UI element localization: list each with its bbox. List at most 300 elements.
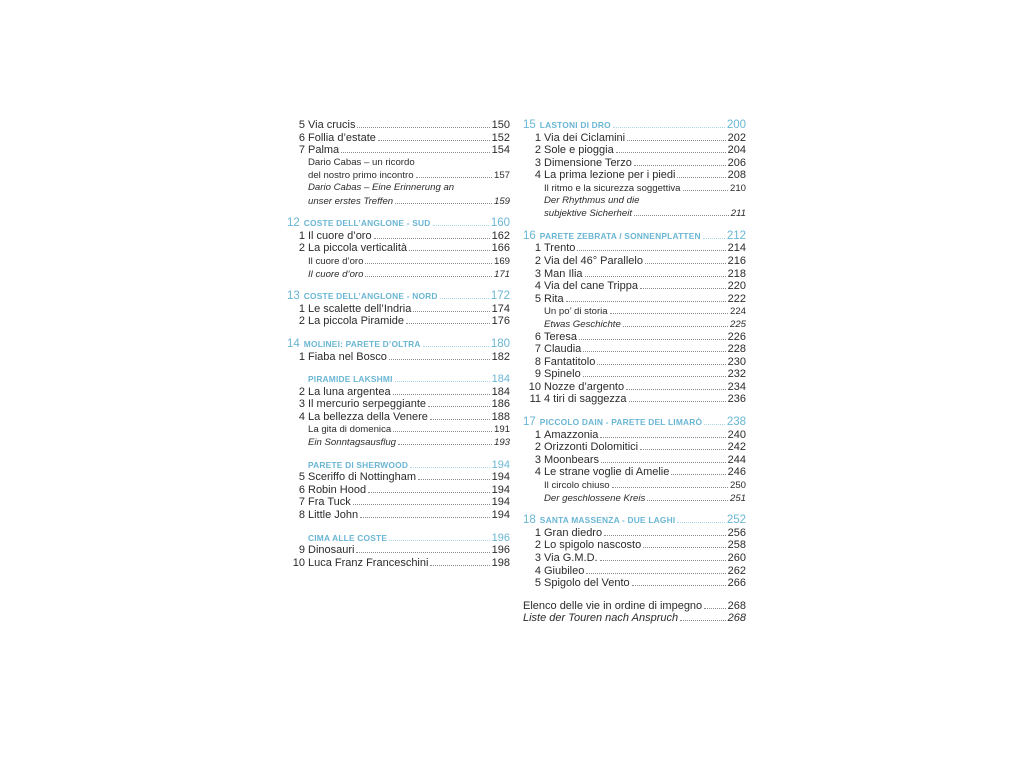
toc-route-entry bbox=[287, 315, 510, 328]
toc-leader-dots bbox=[430, 411, 490, 420]
toc-note-entry bbox=[544, 305, 746, 318]
toc-leader-dots bbox=[704, 416, 725, 425]
toc-leader-dots bbox=[586, 565, 725, 574]
toc-leader-dots bbox=[583, 368, 726, 377]
toc-number: 16 bbox=[523, 229, 536, 242]
toc-leader-dots bbox=[704, 600, 725, 609]
toc-number: 4 bbox=[298, 410, 305, 423]
toc-page-number: 268 bbox=[727, 612, 746, 625]
toc-title: PARETE DI SHERWOOD bbox=[308, 459, 409, 470]
toc-number: 5 bbox=[298, 119, 305, 131]
toc-title: subjektive Sicherheit bbox=[544, 208, 632, 220]
toc-route-entry bbox=[523, 157, 746, 170]
toc-page-number: 236 bbox=[727, 393, 746, 406]
toc-page-number: 234 bbox=[727, 380, 746, 393]
toc-title: Via crucis bbox=[308, 119, 356, 131]
toc-page-number: 166 bbox=[491, 242, 510, 255]
toc-title: Liste der Touren nach Anspruch bbox=[523, 612, 679, 625]
toc-route-entry bbox=[523, 268, 746, 281]
toc-leader-dots bbox=[600, 429, 725, 438]
toc-spacer bbox=[523, 406, 746, 416]
toc-route-entry bbox=[287, 242, 510, 255]
toc-route-entry bbox=[523, 368, 746, 381]
toc-page-number: 202 bbox=[727, 131, 746, 144]
toc-number: 3 bbox=[534, 453, 541, 466]
toc-number: 10 bbox=[292, 556, 305, 569]
toc-title: Gran diedro bbox=[544, 526, 603, 539]
toc-leader-dots bbox=[393, 423, 492, 432]
toc-title: La piccola verticalità bbox=[308, 242, 408, 255]
toc-title: Orizzonti Dolomitici bbox=[544, 441, 639, 454]
toc-title: COSTE DELL’ANGLONE - SUD bbox=[303, 218, 431, 229]
toc-route-entry bbox=[287, 386, 510, 399]
toc-page-number: 150 bbox=[491, 119, 510, 131]
toc-page-number: 250 bbox=[729, 480, 746, 492]
toc-section-heading bbox=[523, 416, 746, 429]
toc-title: La prima lezione per i piedi bbox=[544, 169, 676, 182]
toc-leader-dots bbox=[612, 479, 728, 488]
toc-page-number: 172 bbox=[490, 290, 510, 303]
toc-page-number: 228 bbox=[727, 343, 746, 356]
toc-page-number: 206 bbox=[727, 156, 746, 169]
toc-spacer bbox=[523, 504, 746, 514]
toc-title: Un po’ di storia bbox=[544, 306, 608, 318]
toc-note-entry-german bbox=[544, 195, 746, 208]
toc-leader-dots bbox=[616, 144, 726, 153]
toc-route-entry bbox=[287, 496, 510, 509]
toc-number: 4 bbox=[534, 564, 541, 577]
toc-route-entry bbox=[523, 577, 746, 590]
toc-title: COSTE DELL’ANGLONE - NORD bbox=[303, 291, 438, 302]
toc-route-entry bbox=[523, 393, 746, 406]
toc-section-heading bbox=[287, 338, 510, 351]
toc-number: 6 bbox=[534, 330, 541, 343]
toc-page-number: 184 bbox=[491, 385, 510, 398]
toc-title: Sceriffo di Nottingham bbox=[308, 471, 417, 484]
toc-title: Via dei Ciclamini bbox=[544, 131, 626, 144]
toc-page-number: 198 bbox=[491, 556, 510, 569]
toc-title: Rita bbox=[544, 292, 564, 305]
toc-leader-dots bbox=[395, 373, 490, 382]
toc-leader-dots bbox=[610, 305, 728, 314]
toc-page-number: 242 bbox=[727, 441, 746, 454]
toc-page-number: 240 bbox=[727, 428, 746, 441]
toc-leader-dots bbox=[365, 268, 492, 277]
toc-leader-dots bbox=[413, 303, 489, 312]
toc-title: La piccola Piramide bbox=[308, 315, 404, 328]
toc-leader-dots bbox=[626, 381, 726, 390]
toc-title: Little John bbox=[308, 509, 359, 522]
toc-page-number: 258 bbox=[727, 539, 746, 552]
toc-leader-dots bbox=[374, 230, 490, 239]
toc-number: 1 bbox=[534, 428, 541, 441]
toc-page-number: 214 bbox=[727, 242, 746, 255]
toc-leader-dots bbox=[677, 169, 725, 178]
toc-number: 10 bbox=[528, 380, 541, 393]
toc-number: 1 bbox=[298, 229, 305, 242]
toc-title: Etwas Geschichte bbox=[544, 318, 621, 330]
toc-number: 15 bbox=[523, 119, 536, 131]
toc-title: 4 tiri di saggezza bbox=[544, 393, 627, 406]
toc-leader-dots bbox=[410, 459, 490, 468]
toc-page-number: 251 bbox=[729, 492, 746, 504]
toc-route-entry bbox=[523, 454, 746, 467]
toc-number: 14 bbox=[287, 337, 300, 350]
toc-route-entry bbox=[523, 293, 746, 306]
toc-title: Dimensione Terzo bbox=[544, 156, 632, 169]
toc-page-number: 208 bbox=[727, 169, 746, 182]
toc-leader-dots bbox=[579, 331, 726, 340]
toc-leader-dots bbox=[683, 182, 728, 191]
toc-note-entry-german bbox=[308, 436, 510, 449]
toc-title: Spinelo bbox=[544, 368, 581, 381]
toc-number: 6 bbox=[298, 131, 305, 144]
toc-section-heading bbox=[523, 230, 746, 243]
toc-leader-dots bbox=[604, 527, 726, 536]
toc-title: SANTA MASSENZA - DUE LAGHI bbox=[539, 515, 676, 526]
toc-number: 1 bbox=[534, 242, 541, 255]
toc-leader-dots bbox=[577, 242, 725, 251]
toc-title: Dario Cabas – Eine Erinnerung an bbox=[308, 181, 455, 193]
toc-page-number: 204 bbox=[727, 144, 746, 157]
toc-leader-dots bbox=[433, 217, 489, 226]
toc-route-entry bbox=[287, 544, 510, 557]
toc-page-number: 171 bbox=[493, 268, 510, 280]
toc-title: Il ritmo e la sicurezza soggettiva bbox=[544, 182, 681, 194]
toc-route-entry bbox=[287, 351, 510, 364]
toc-note-entry bbox=[308, 157, 510, 170]
toc-number: 2 bbox=[534, 539, 541, 552]
toc-page-number: 169 bbox=[493, 255, 510, 267]
toc-spacer bbox=[287, 449, 510, 459]
toc-title: Dinosauri bbox=[308, 544, 355, 557]
toc-page-number: 194 bbox=[491, 509, 510, 522]
toc-page-number: 256 bbox=[727, 526, 746, 539]
toc-section-heading bbox=[523, 514, 746, 527]
toc-number: 3 bbox=[534, 552, 541, 564]
toc-number: 4 bbox=[534, 466, 541, 479]
toc-leader-dots bbox=[389, 351, 490, 360]
toc-title: Follia d’estate bbox=[308, 131, 376, 144]
toc-title: Moonbears bbox=[544, 453, 600, 466]
toc-number: 9 bbox=[534, 368, 541, 381]
toc-number: 8 bbox=[298, 509, 305, 522]
toc-route-entry bbox=[523, 539, 746, 552]
toc-route-entry bbox=[523, 242, 746, 255]
toc-number: 1 bbox=[298, 350, 305, 363]
toc-spacer bbox=[287, 280, 510, 290]
toc-leader-dots bbox=[389, 532, 489, 541]
toc-number: 2 bbox=[534, 441, 541, 454]
toc-page-number: 246 bbox=[727, 466, 746, 479]
toc-right-column bbox=[523, 119, 746, 625]
toc-leader-dots bbox=[440, 290, 489, 299]
toc-page-number: 180 bbox=[490, 337, 510, 350]
toc-subsection-heading bbox=[308, 459, 510, 472]
toc-note-entry bbox=[308, 169, 510, 182]
toc-spacer bbox=[287, 522, 510, 532]
toc-number: 2 bbox=[298, 385, 305, 398]
toc-title: Robin Hood bbox=[308, 483, 367, 496]
toc-leader-dots bbox=[623, 318, 728, 327]
toc-page-number: 230 bbox=[727, 355, 746, 368]
toc-title: La luna argentea bbox=[308, 385, 391, 398]
toc-title: Der geschlossene Kreis bbox=[544, 492, 646, 504]
toc-page-number: 216 bbox=[727, 254, 746, 267]
toc-leader-dots bbox=[583, 343, 725, 352]
toc-page-number: 196 bbox=[491, 531, 510, 544]
toc-page-number: 260 bbox=[727, 552, 746, 564]
toc-leader-dots bbox=[671, 466, 725, 475]
toc-page-number: 162 bbox=[491, 229, 510, 242]
toc-route-entry bbox=[523, 381, 746, 394]
toc-page-number: 220 bbox=[727, 280, 746, 293]
toc-route-entry bbox=[287, 119, 510, 132]
toc-title: Teresa bbox=[544, 330, 578, 343]
toc-number: 3 bbox=[534, 156, 541, 169]
toc-route-entry bbox=[523, 255, 746, 268]
toc-route-entry bbox=[523, 565, 746, 578]
toc-page-number: 210 bbox=[729, 182, 746, 194]
toc-route-entry bbox=[523, 429, 746, 442]
toc-leader-dots bbox=[393, 386, 490, 395]
toc-leader-dots bbox=[409, 242, 490, 251]
toc-page-number: 226 bbox=[727, 330, 746, 343]
toc-section-heading bbox=[287, 217, 510, 230]
toc-title: Ein Sonntagsausflug bbox=[308, 437, 397, 449]
toc-page-number: 194 bbox=[491, 471, 510, 484]
toc-title: Via del 46° Parallelo bbox=[544, 254, 643, 267]
toc-number: 2 bbox=[298, 242, 305, 255]
toc-note-entry-german bbox=[308, 182, 510, 195]
toc-spacer bbox=[287, 207, 510, 217]
toc-leader-dots bbox=[640, 441, 726, 450]
toc-title: Fra Tuck bbox=[308, 496, 351, 509]
toc-note-entry-german bbox=[544, 207, 746, 220]
toc-number: 18 bbox=[523, 514, 536, 527]
toc-page-number: 262 bbox=[727, 564, 746, 577]
toc-title: Elenco delle vie in ordine di impegno bbox=[523, 599, 703, 612]
toc-route-entry bbox=[523, 466, 746, 479]
toc-leader-dots bbox=[677, 514, 724, 523]
toc-number: 8 bbox=[534, 355, 541, 368]
toc-route-entry bbox=[287, 303, 510, 316]
toc-number: 4 bbox=[534, 280, 541, 293]
toc-page-number: 244 bbox=[727, 453, 746, 466]
toc-title: Spigolo del Vento bbox=[544, 577, 630, 590]
toc-leader-dots bbox=[416, 169, 492, 178]
toc-leader-dots bbox=[645, 255, 726, 264]
toc-number: 1 bbox=[298, 302, 305, 315]
toc-leader-dots bbox=[341, 144, 489, 153]
toc-route-entry bbox=[287, 484, 510, 497]
toc-leader-dots bbox=[406, 315, 490, 324]
toc-route-entry bbox=[523, 552, 746, 565]
toc-number: 2 bbox=[298, 315, 305, 328]
toc-page-number: 186 bbox=[491, 398, 510, 411]
toc-subsection-heading bbox=[308, 532, 510, 545]
toc-leader-dots bbox=[632, 577, 726, 586]
toc-title: Il cuore d’oro bbox=[308, 268, 364, 280]
toc-title: PIRAMIDE LAKSHMI bbox=[308, 374, 393, 385]
toc-title: Via G.M.D. bbox=[544, 552, 598, 564]
toc-leader-dots bbox=[643, 539, 725, 548]
toc-route-entry bbox=[523, 527, 746, 540]
toc-title: La bellezza della Venere bbox=[308, 410, 428, 423]
toc-number: 3 bbox=[298, 398, 305, 411]
toc-page-number: 174 bbox=[491, 302, 510, 315]
toc-note-entry-german bbox=[308, 195, 510, 208]
toc-title: Amazzonia bbox=[544, 428, 599, 441]
toc-leader-dots bbox=[597, 356, 725, 365]
toc-leader-dots bbox=[428, 398, 490, 407]
toc-title: Il circolo chiuso bbox=[544, 480, 610, 492]
toc-leader-dots bbox=[601, 454, 726, 463]
toc-route-entry bbox=[523, 280, 746, 293]
toc-spacer bbox=[523, 590, 746, 600]
toc-leader-dots bbox=[423, 338, 489, 347]
toc-route-entry bbox=[287, 557, 510, 570]
toc-route-entry bbox=[523, 144, 746, 157]
toc-number: 4 bbox=[534, 169, 541, 182]
toc-number: 11 bbox=[529, 393, 541, 406]
toc-spacer bbox=[523, 220, 746, 230]
toc-title: Man Ilia bbox=[544, 267, 583, 280]
toc-number: 7 bbox=[298, 496, 305, 509]
toc-page-number: 218 bbox=[727, 267, 746, 280]
toc-number: 9 bbox=[298, 544, 305, 557]
toc-number: 1 bbox=[534, 526, 541, 539]
toc-note-entry-german bbox=[544, 492, 746, 505]
toc-number: 17 bbox=[523, 416, 536, 429]
toc-title: Le scalette dell’Indria bbox=[308, 302, 412, 315]
toc-leader-dots bbox=[680, 612, 726, 621]
toc-page-number: 184 bbox=[491, 373, 510, 386]
toc-title: Il cuore d’oro bbox=[308, 229, 372, 242]
toc-leader-dots bbox=[418, 471, 490, 480]
toc-number: 2 bbox=[534, 144, 541, 157]
toc-leader-dots bbox=[353, 496, 490, 505]
toc-number: 6 bbox=[298, 483, 305, 496]
toc-page-number: 176 bbox=[491, 315, 510, 328]
toc-title: Il mercurio serpeggiante bbox=[308, 398, 427, 411]
toc-spacer bbox=[287, 363, 510, 373]
toc-title: Palma bbox=[308, 144, 340, 157]
toc-route-entry bbox=[287, 144, 510, 157]
toc-appendix-entry-german bbox=[523, 612, 746, 625]
toc-route-entry bbox=[287, 398, 510, 411]
toc-title: Le strane voglie di Amelie bbox=[544, 466, 670, 479]
toc-number: 13 bbox=[287, 290, 300, 303]
toc-route-entry bbox=[287, 411, 510, 424]
toc-page-number: 193 bbox=[493, 437, 510, 449]
toc-page-number: 159 bbox=[493, 195, 510, 207]
toc-title: Nozze d’argento bbox=[544, 380, 625, 393]
toc-page-number: 222 bbox=[727, 292, 746, 305]
toc-title: Luca Franz Franceschini bbox=[308, 556, 429, 569]
toc-note-entry bbox=[308, 255, 510, 268]
toc-leader-dots bbox=[640, 280, 726, 289]
toc-route-entry bbox=[287, 471, 510, 484]
toc-title: PICCOLO DAIN - PARETE DEL LIMARÒ bbox=[539, 417, 703, 428]
toc-leader-dots bbox=[634, 157, 726, 166]
toc-page-number: 157 bbox=[493, 170, 510, 182]
toc-number: 5 bbox=[534, 292, 541, 305]
toc-page-number: 211 bbox=[730, 208, 746, 220]
toc-title: Claudia bbox=[544, 343, 582, 356]
toc-title: MOLINEI: PARETE D’OLTRA bbox=[303, 338, 421, 349]
toc-page-number: 194 bbox=[491, 496, 510, 509]
toc-leader-dots bbox=[356, 544, 489, 553]
toc-title: Via del cane Trippa bbox=[544, 280, 638, 293]
toc-route-entry bbox=[523, 441, 746, 454]
toc-section-heading bbox=[287, 290, 510, 303]
toc-page-number: 182 bbox=[491, 350, 510, 363]
toc-leader-dots bbox=[368, 484, 490, 493]
toc-title: Lo spigolo nascosto bbox=[544, 539, 642, 552]
toc-page-number: 160 bbox=[490, 217, 510, 230]
toc-title: La gita di domenica bbox=[308, 424, 392, 436]
toc-route-entry bbox=[287, 230, 510, 243]
toc-leader-dots bbox=[634, 207, 729, 216]
toc-leader-dots bbox=[378, 132, 490, 141]
toc-title: LASTONI DI DRO bbox=[539, 120, 611, 130]
toc-title: del nostro primo incontro bbox=[308, 170, 414, 182]
toc-leader-dots bbox=[365, 255, 492, 264]
toc-page-number: 212 bbox=[726, 229, 746, 242]
toc-section-heading bbox=[523, 119, 746, 132]
toc-leader-dots bbox=[627, 132, 726, 141]
toc-leader-dots bbox=[629, 393, 726, 402]
toc-route-entry bbox=[523, 356, 746, 369]
toc-page-number: 194 bbox=[491, 483, 510, 496]
toc-page-number: 232 bbox=[727, 368, 746, 381]
toc-note-entry bbox=[544, 182, 746, 195]
toc-leader-dots bbox=[585, 268, 726, 277]
toc-subsection-heading bbox=[308, 373, 510, 386]
toc-note-entry-german bbox=[544, 318, 746, 331]
toc-number: 7 bbox=[534, 343, 541, 356]
toc-page-number: 154 bbox=[491, 144, 510, 157]
toc-number: 12 bbox=[287, 217, 300, 230]
toc-route-entry bbox=[523, 132, 746, 145]
toc-number: 2 bbox=[534, 254, 541, 267]
toc-leader-dots bbox=[566, 293, 726, 302]
toc-title: Il cuore d’oro bbox=[308, 255, 364, 267]
toc-leader-dots bbox=[357, 119, 489, 128]
toc-title: Der Rhythmus und die bbox=[544, 194, 640, 206]
toc-note-entry bbox=[544, 479, 746, 492]
toc-number: 5 bbox=[534, 577, 541, 590]
toc-leader-dots bbox=[647, 492, 728, 501]
toc-page-number: 152 bbox=[491, 131, 510, 144]
toc-number: 7 bbox=[298, 144, 305, 157]
toc-spacer bbox=[287, 328, 510, 338]
toc-title: CIMA ALLE COSTE bbox=[308, 532, 388, 543]
toc-leader-dots bbox=[600, 552, 726, 561]
toc-title: Fiaba nel Bosco bbox=[308, 350, 387, 363]
toc-left-column bbox=[287, 119, 510, 569]
toc-number: 5 bbox=[298, 471, 305, 484]
toc-note-entry bbox=[308, 423, 510, 436]
toc-number: 1 bbox=[534, 131, 541, 144]
toc-appendix-entry bbox=[523, 600, 746, 613]
toc-title: unser erstes Treffen bbox=[308, 195, 394, 207]
toc-page-number: 188 bbox=[491, 410, 510, 423]
toc-page-number: 200 bbox=[726, 119, 746, 131]
toc-title: Giubileo bbox=[544, 564, 585, 577]
toc-page-number: 191 bbox=[493, 424, 510, 436]
